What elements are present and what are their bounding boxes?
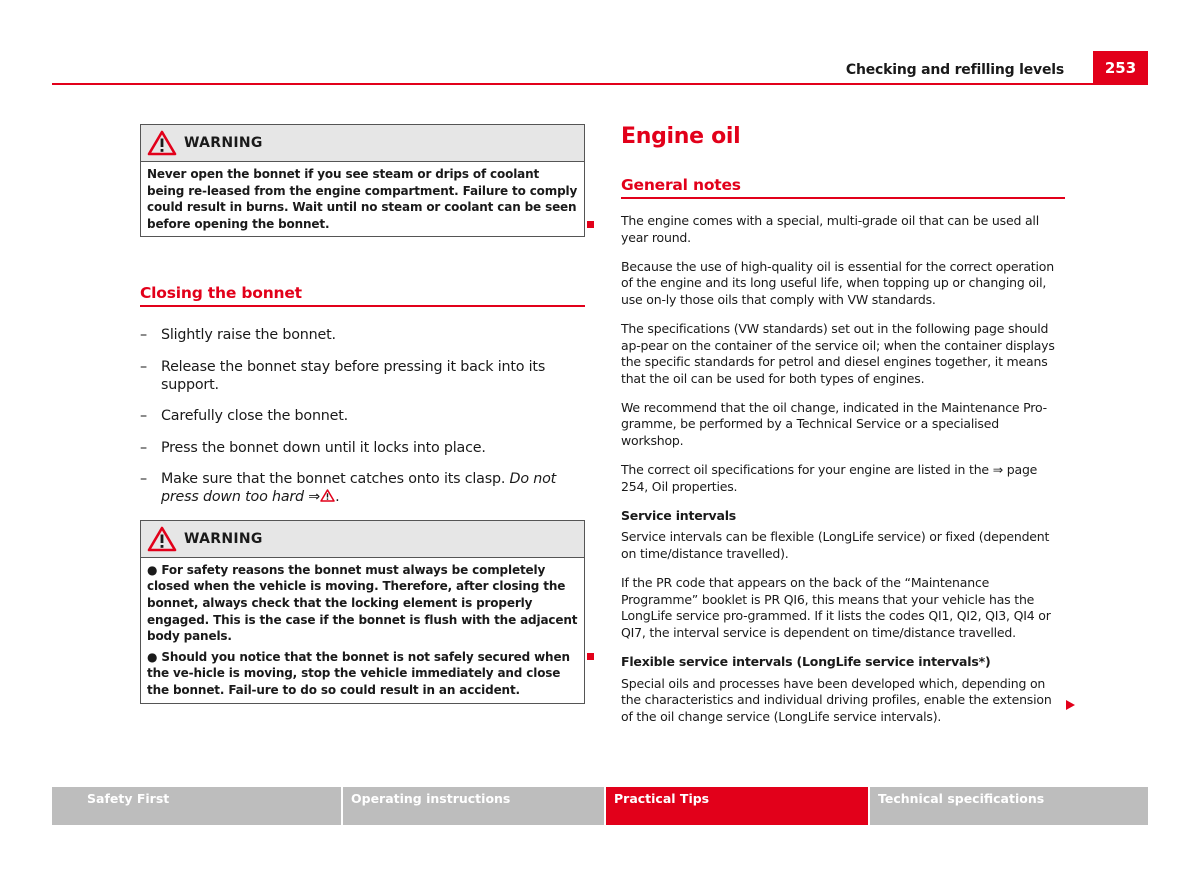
page-number: 253 [1093, 51, 1148, 85]
end-of-section-icon [587, 221, 594, 228]
chapter-heading-engine-oil: Engine oil [621, 124, 741, 149]
list-dash: – [140, 327, 147, 344]
list-item [140, 407, 585, 425]
list-item [140, 439, 585, 457]
warning-title: WARNING [184, 530, 263, 547]
step-text: Make sure that the bonnet catches onto its clasp. [161, 471, 506, 488]
step-end: . [335, 489, 340, 506]
warning-box-bonnet-closed [140, 520, 585, 704]
header-title: Checking and refilling levels [845, 62, 1064, 78]
list-dash: – [140, 358, 147, 375]
warning-triangle-icon[interactable] [320, 489, 335, 502]
list-dash: – [140, 408, 147, 425]
list-dash: – [140, 439, 147, 456]
section-heading-closing-bonnet: Closing the bonnet [140, 284, 585, 307]
step-text: Press the bonnet down until it locks into place. [161, 439, 486, 456]
step-text: Release the bonnet stay before pressing it back into its support. [161, 358, 546, 393]
list-item [140, 470, 585, 506]
list-dash: – [140, 471, 147, 488]
footer-tab-technical-specifications[interactable]: Technical specifications [870, 787, 1148, 825]
warning-text [141, 558, 584, 703]
step-text: Carefully close the bonnet. [161, 408, 349, 425]
step-text: Slightly raise the bonnet. [161, 327, 336, 344]
paragraph: The specifications (VW standards) set out in the following page should ap-pear on the container of the service oil; when the container displays the specific standards for petrol and diesel engines together, it means that the oil can be used for both types of engines. [621, 320, 1055, 386]
warning-header [141, 521, 584, 558]
warning-title: WARNING [184, 135, 263, 151]
paragraph: The engine comes with a special, multi-grade oil that can be used all year round. [621, 213, 1039, 245]
footer-tab-practical-tips[interactable]: Practical Tips [606, 787, 868, 825]
closing-steps-list [140, 326, 585, 506]
warning-triangle-icon [147, 130, 177, 156]
paragraph: Because the use of high-quality oil is essential for the correct operation of the engine and its long useful life, when topping up or changing oil, use on-ly those oils that comply with VW standards. [621, 258, 1054, 307]
header-rule [52, 83, 1148, 85]
left-column [140, 124, 585, 704]
paragraph: Service intervals can be flexible (LongLife service) or fixed (dependent on time/distance travelled). [621, 529, 1050, 561]
warning-box-steam [140, 124, 585, 237]
footer-tab-safety-first[interactable]: Safety First [52, 787, 341, 825]
section-heading-general-notes: General notes [621, 176, 1065, 199]
paragraph: We recommend that the oil change, indicated in the Maintenance Pro-gramme, be performed by a Technical Service or a specialised workshop. [621, 399, 1047, 449]
subsection-heading-flexible-intervals: Flexible service intervals (LongLife service intervals*) [621, 653, 991, 669]
step-italic-note: Do not press down too hard [161, 471, 557, 506]
subsection-heading-service-intervals: Service intervals [621, 507, 737, 523]
continue-arrow-icon[interactable] [1066, 700, 1075, 710]
footer-tab-operating-instructions[interactable]: Operating instructions [343, 787, 604, 825]
warning-text [141, 162, 584, 236]
warning-triangle-icon [147, 526, 177, 552]
paragraph: Special oils and processes have been developed which, depending on the characteristics and individual driving profiles, enable the extension of the oil change service (LongLife service intervals). [621, 675, 1052, 724]
list-item [140, 358, 585, 394]
warning-bullet: ● For safety reasons the bonnet must always be completely closed when the vehicle is moving. Therefore, after closing the bonnet, always check that the locking element is properly engaged. This is the case if the bonnet is flush with the adjacent body panels. [147, 562, 578, 644]
warning-paragraph: Never open the bonnet if you see steam or drips of coolant being re-leased from the engine compartment. Failure to comply could result in burns. Wait until no steam or coolant can be seen before opening the bonnet. [147, 167, 578, 231]
paragraph-with-page-link[interactable]: The correct oil specifications for your engine are listed in the ⇒ page 254, Oil properties. [621, 462, 1038, 494]
paragraph: If the PR code that appears on the back of the “Maintenance Programme” booklet is PR QI6, this means that your vehicle has the LongLife service pro-grammed. If it lists the codes QI1, QI2, QI3, QI4 or QI7, the interval service is dependent on time/distance travelled. [621, 575, 1051, 640]
right-column [621, 124, 1065, 738]
end-of-section-icon [587, 653, 594, 660]
warning-header [141, 125, 584, 162]
cross-ref-arrow: ⇒ [308, 489, 321, 506]
warning-bullet: ● Should you notice that the bonnet is not safely secured when the ve-hicle is moving, stop the vehicle immediately and close the bonnet. Fail-ure to do so could result in an accident. [147, 649, 570, 698]
list-item [140, 326, 585, 344]
